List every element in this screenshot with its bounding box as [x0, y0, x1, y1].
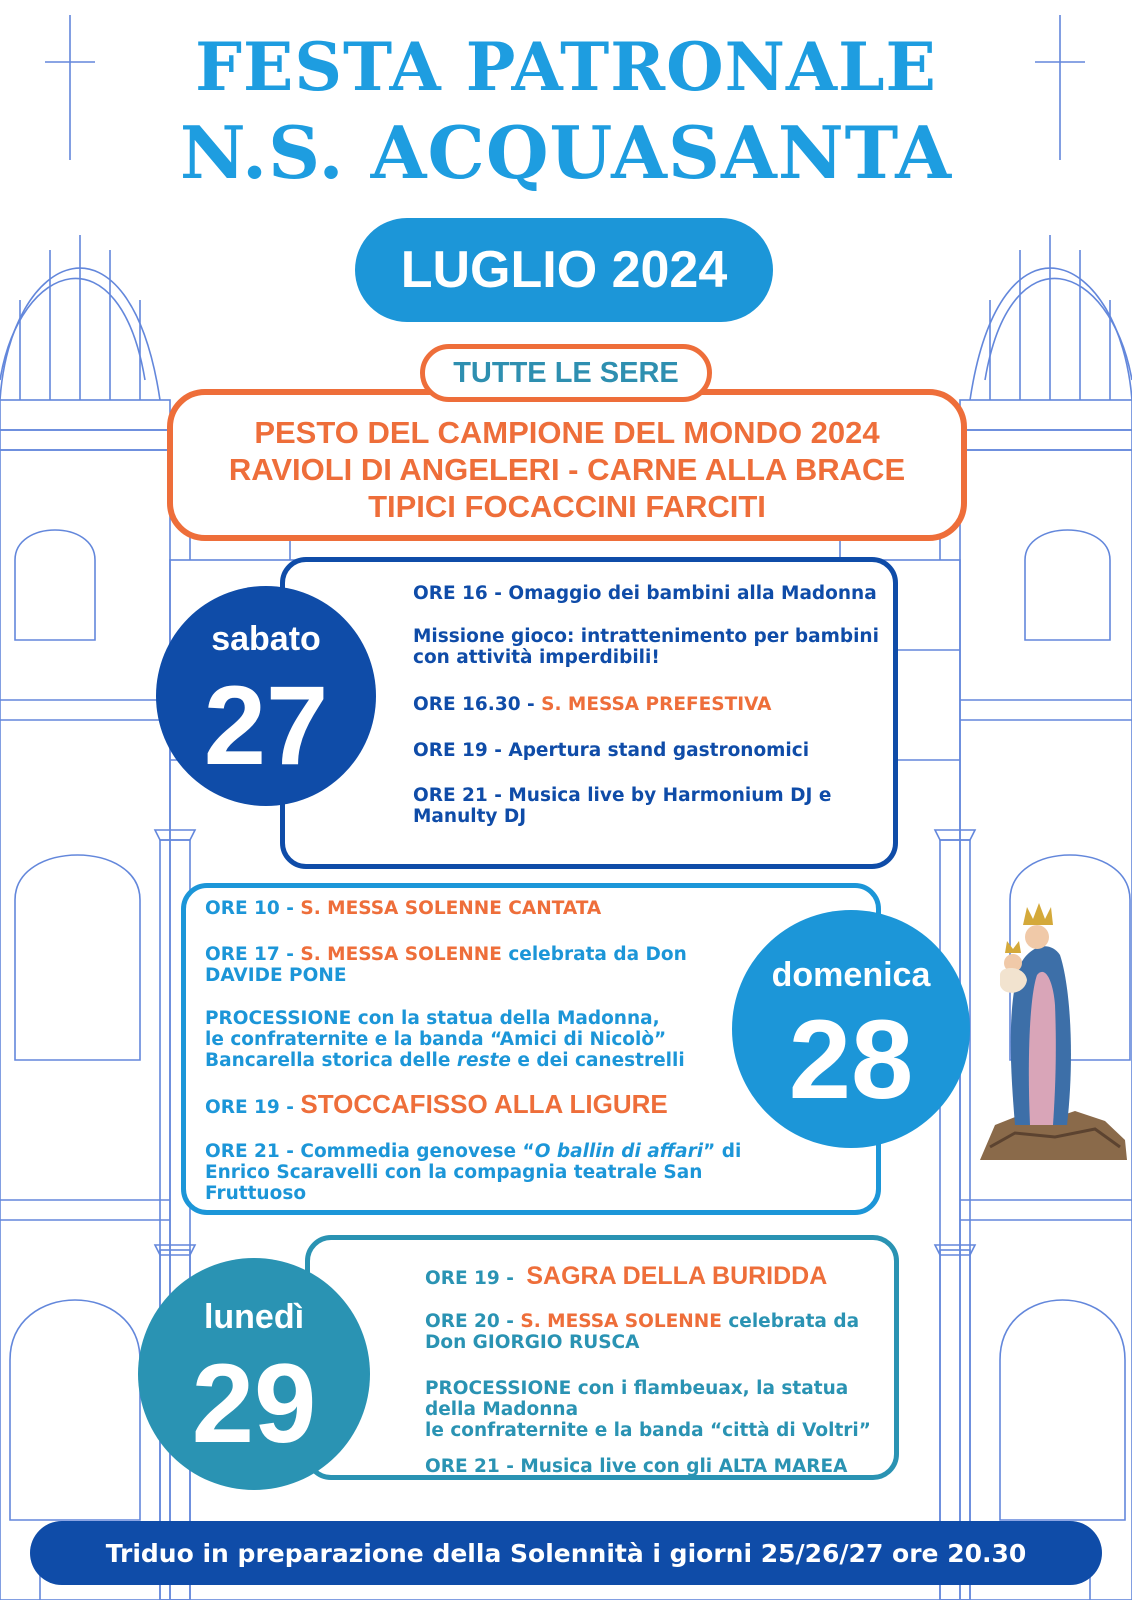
- event-time: ORE 17 -: [205, 944, 294, 965]
- event-mon-1: [425, 1262, 828, 1290]
- event-sat-1: [413, 583, 877, 604]
- event-time: ORE 10 -: [205, 898, 294, 919]
- event-sat-3: [413, 694, 771, 715]
- event-text: con attività imperdibili!: [413, 647, 660, 668]
- event-text: Don GIORGIO RUSCA: [425, 1332, 640, 1353]
- triduo-footer-banner: Triduo in preparazione della Solennità i giorni 25/26/27 ore 20.30: [30, 1521, 1102, 1585]
- event-text: della Madonna: [425, 1399, 579, 1420]
- event-sun-2: [205, 944, 687, 986]
- event-text: le confraternite e la banda “città di Voltri”: [425, 1420, 871, 1441]
- event-text: DAVIDE PONE: [205, 965, 347, 986]
- event-time: ORE 16.30 -: [413, 694, 535, 715]
- event-time: ORE 21 -: [205, 1141, 294, 1162]
- title-line-1: FESTA PATRONALE: [195, 28, 937, 106]
- event-time: ORE 21 -: [413, 785, 502, 806]
- event-sat-2: [413, 626, 879, 668]
- event-sun-3: [205, 1008, 685, 1071]
- event-highlight: S. MESSA SOLENNE: [300, 944, 502, 965]
- event-sun-5: [205, 1141, 741, 1204]
- madonna-statue-image: [975, 885, 1130, 1160]
- event-italic: O ballin di affari: [534, 1141, 704, 1162]
- event-highlight: S. MESSA PREFESTIVA: [541, 694, 772, 715]
- saturday-date-circle: [156, 586, 376, 806]
- food-line-1: PESTO DEL CAMPIONE DEL MONDO 2024: [254, 415, 880, 450]
- month-badge: LUGLIO 2024: [355, 218, 773, 322]
- event-text: le confraternite e la banda “Amici di Nicolò”: [205, 1029, 667, 1050]
- event-sun-4: [205, 1089, 668, 1119]
- monday-date-circle: [138, 1258, 370, 1490]
- title-line-2: N.S. ACQUASANTA: [179, 110, 953, 195]
- day-number: 27: [203, 663, 329, 788]
- event-text: celebrata da Don: [508, 944, 687, 965]
- event-mon-4: [425, 1456, 848, 1477]
- event-text: Fruttuoso: [205, 1183, 307, 1204]
- event-text: Enrico Scaravelli con la compagnia teatrale San: [205, 1162, 703, 1183]
- event-text: Commedia genovese “: [300, 1141, 535, 1162]
- event-time: ORE 19 -: [425, 1268, 514, 1289]
- event-text: e dei canestrelli: [517, 1050, 685, 1071]
- event-sat-5: [413, 785, 831, 827]
- event-time: ORE 19 -: [413, 740, 502, 761]
- event-text: Omaggio dei bambini alla Madonna: [508, 583, 877, 604]
- day-number: 29: [191, 1341, 317, 1466]
- every-night-food-box: [167, 389, 967, 541]
- event-time: ORE 20 -: [425, 1311, 514, 1332]
- event-highlight: S. MESSA SOLENNE CANTATA: [300, 898, 602, 919]
- weekday-label: lunedì: [203, 1298, 305, 1336]
- food-line-3: TIPICI FOCACCINI FARCITI: [368, 489, 766, 524]
- event-time: ORE 21 -: [425, 1456, 514, 1477]
- weekday-label: sabato: [211, 620, 321, 658]
- sunday-date-circle: [732, 910, 970, 1148]
- day-number: 28: [788, 997, 914, 1122]
- event-highlight: S. MESSA SOLENNE: [520, 1311, 722, 1332]
- event-text: Missione gioco: intrattenimento per bambini: [413, 626, 879, 647]
- event-text: Bancarella storica delle: [205, 1050, 451, 1071]
- event-text: Musica live by Harmonium DJ e: [508, 785, 832, 806]
- event-text: Apertura stand gastronomici: [508, 740, 810, 761]
- event-time: ORE 16 -: [413, 583, 502, 604]
- event-text: Musica live con gli ALTA MAREA: [520, 1456, 848, 1477]
- event-mon-2: [425, 1311, 859, 1353]
- event-text: PROCESSIONE con i flambeuax, la statua: [425, 1378, 849, 1399]
- food-line-2: RAVIOLI DI ANGELERI - CARNE ALLA BRACE: [228, 452, 906, 487]
- event-text: celebrata da: [728, 1311, 860, 1332]
- event-highlight: SAGRA DELLA BURIDDA: [526, 1262, 828, 1290]
- event-text: Manulty DJ: [413, 806, 527, 827]
- event-sat-4: [413, 740, 809, 761]
- event-highlight: STOCCAFISSO ALLA LIGURE: [300, 1089, 668, 1119]
- event-mon-3: [425, 1378, 871, 1441]
- event-text: PROCESSIONE con la statua della Madonna,: [205, 1008, 660, 1029]
- event-sun-1: [205, 898, 601, 919]
- every-night-label: TUTTE LE SERE: [420, 344, 712, 402]
- weekday-label: domenica: [771, 956, 931, 994]
- event-time: ORE 19 -: [205, 1097, 294, 1118]
- event-italic: reste: [456, 1050, 511, 1071]
- event-text: ” di: [703, 1141, 742, 1162]
